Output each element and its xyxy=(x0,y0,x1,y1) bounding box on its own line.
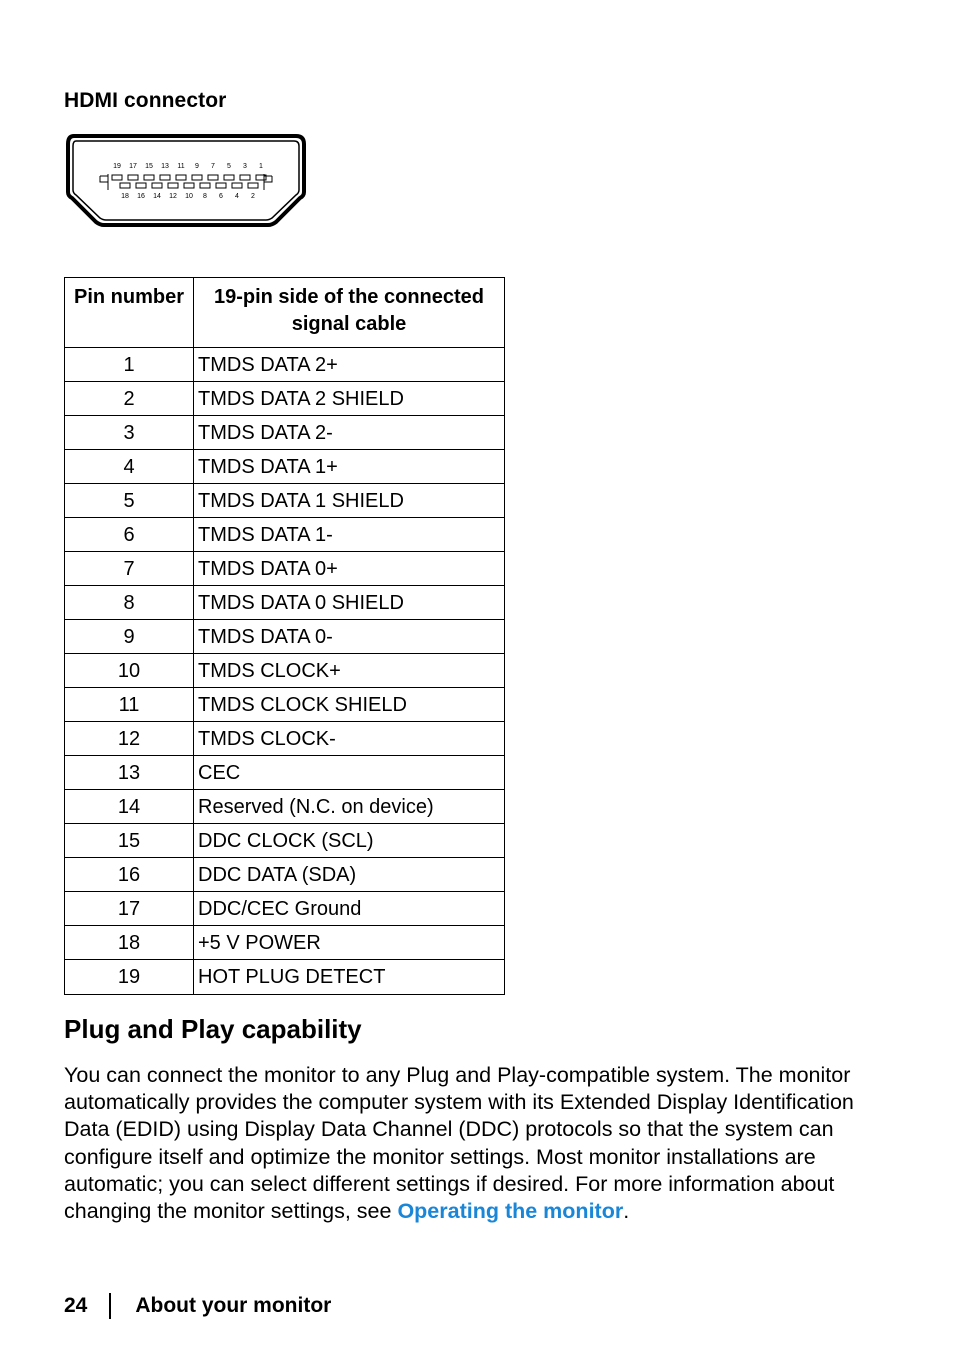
bottom-pin-label: 2 xyxy=(251,193,255,200)
bottom-pin-pad xyxy=(184,183,194,188)
bottom-pin-pad xyxy=(136,183,146,188)
bottom-pin-pad xyxy=(200,183,210,188)
signal-cell: TMDS DATA 0- xyxy=(194,620,505,654)
top-pin-label: 5 xyxy=(227,163,231,170)
top-pin-label: 19 xyxy=(113,163,121,170)
bottom-pin-label: 16 xyxy=(137,193,145,200)
signal-cell: Reserved (N.C. on device) xyxy=(194,790,505,824)
table-row xyxy=(65,688,505,722)
top-pin-pad xyxy=(128,175,138,180)
pin-number-cell: 3 xyxy=(65,416,194,450)
page-number: 24 xyxy=(64,1294,88,1317)
pin-number-cell: 11 xyxy=(65,688,194,722)
top-pin-pad xyxy=(176,175,186,180)
top-pin-pad xyxy=(192,175,202,180)
table-row xyxy=(65,552,505,586)
signal-cell: TMDS DATA 0 SHIELD xyxy=(194,586,505,620)
table-row xyxy=(65,960,505,995)
pin-number-cell: 6 xyxy=(65,518,194,552)
pin-number-cell: 7 xyxy=(65,552,194,586)
top-pin-pad xyxy=(144,175,154,180)
bottom-pin-label: 6 xyxy=(219,193,223,200)
table-row xyxy=(65,518,505,552)
hdmi-pin-table xyxy=(64,277,505,995)
pin-number-cell: 1 xyxy=(65,348,194,382)
bottom-pin-pad xyxy=(216,183,226,188)
table-row xyxy=(65,484,505,518)
top-pin-label: 3 xyxy=(243,163,247,170)
signal-cell: TMDS DATA 1- xyxy=(194,518,505,552)
table-row xyxy=(65,926,505,960)
pin-number-cell: 10 xyxy=(65,654,194,688)
top-pin-pad xyxy=(208,175,218,180)
page-footer xyxy=(64,1293,331,1319)
bottom-pin-pad xyxy=(232,183,242,188)
top-pin-label: 11 xyxy=(177,163,185,170)
footer-section-title: About your monitor xyxy=(135,1294,332,1317)
table-header-row xyxy=(65,278,505,348)
header-signal: 19-pin side of the connected signal cable xyxy=(194,278,505,348)
table-row xyxy=(65,654,505,688)
plug-and-play-paragraph xyxy=(64,1062,864,1225)
bottom-pin-pad xyxy=(152,183,162,188)
bottom-pin-label: 4 xyxy=(235,193,239,200)
table-row xyxy=(65,722,505,756)
top-pin-label: 15 xyxy=(145,163,153,170)
section-title: HDMI connector xyxy=(64,89,227,112)
pin-number-cell: 17 xyxy=(65,892,194,926)
signal-cell: DDC DATA (SDA) xyxy=(194,858,505,892)
bottom-pin-label: 10 xyxy=(185,193,193,200)
paragraph-end: . xyxy=(623,1199,630,1224)
signal-cell: TMDS DATA 1+ xyxy=(194,450,505,484)
top-pin-label: 13 xyxy=(161,163,169,170)
pin-number-cell: 15 xyxy=(65,824,194,858)
pin-number-cell: 9 xyxy=(65,620,194,654)
table-row xyxy=(65,586,505,620)
bottom-pin-label: 14 xyxy=(153,193,161,200)
table-row xyxy=(65,620,505,654)
top-pin-pad xyxy=(224,175,234,180)
pin-number-cell: 5 xyxy=(65,484,194,518)
top-pin-label: 1 xyxy=(259,163,263,170)
hdmi-connector-diagram xyxy=(64,132,308,228)
top-pin-label: 7 xyxy=(211,163,215,170)
top-pin-labels xyxy=(113,163,263,170)
footer-divider xyxy=(109,1293,111,1319)
table-row xyxy=(65,416,505,450)
pin-number-cell: 19 xyxy=(65,960,194,995)
connector-pin-row xyxy=(100,174,272,190)
operating-the-monitor-link[interactable]: Operating the monitor xyxy=(397,1199,624,1224)
plug-and-play-heading: Plug and Play capability xyxy=(64,1014,362,1044)
bottom-pin-label: 18 xyxy=(121,193,129,200)
pin-number-cell: 14 xyxy=(65,790,194,824)
signal-cell: HOT PLUG DETECT xyxy=(194,960,505,995)
table-row xyxy=(65,858,505,892)
table-row xyxy=(65,892,505,926)
bottom-pin-label: 8 xyxy=(203,193,207,200)
table-row xyxy=(65,382,505,416)
table-row xyxy=(65,450,505,484)
signal-cell: TMDS CLOCK SHIELD xyxy=(194,688,505,722)
bottom-pin-labels xyxy=(121,193,255,200)
signal-cell: TMDS DATA 2 SHIELD xyxy=(194,382,505,416)
bottom-pin-label: 12 xyxy=(169,193,177,200)
signal-cell: DDC/CEC Ground xyxy=(194,892,505,926)
top-pin-pad xyxy=(240,175,250,180)
signal-cell: TMDS DATA 0+ xyxy=(194,552,505,586)
paragraph-text: You can connect the monitor to any Plug and Play-compatible system. The monitor automatically provides the computer system with its Extended Display Identification Data (EDID) using Display Data Channel (DDC) protocols so that the system can configure itself and optimize the monitor settings. Most monitor installations are automatic; you can select different settings if desired. For more information about changing the monitor settings, see xyxy=(64,1063,854,1224)
pin-number-cell: 2 xyxy=(65,382,194,416)
signal-cell: CEC xyxy=(194,756,505,790)
pin-number-cell: 8 xyxy=(65,586,194,620)
signal-cell: TMDS CLOCK+ xyxy=(194,654,505,688)
signal-cell: TMDS DATA 2+ xyxy=(194,348,505,382)
signal-cell: DDC CLOCK (SCL) xyxy=(194,824,505,858)
bottom-pin-pad xyxy=(168,183,178,188)
bottom-pin-pad xyxy=(248,183,258,188)
top-pin-label: 17 xyxy=(129,163,137,170)
header-pin-number: Pin number xyxy=(65,278,194,348)
top-pin-label: 9 xyxy=(195,163,199,170)
pin-number-cell: 18 xyxy=(65,926,194,960)
top-pin-pad xyxy=(112,175,122,180)
pin-number-cell: 13 xyxy=(65,756,194,790)
top-pin-pad xyxy=(160,175,170,180)
bottom-pin-pad xyxy=(120,183,130,188)
signal-cell: TMDS DATA 1 SHIELD xyxy=(194,484,505,518)
table-row xyxy=(65,756,505,790)
table-row xyxy=(65,348,505,382)
pin-number-cell: 16 xyxy=(65,858,194,892)
pin-number-cell: 4 xyxy=(65,450,194,484)
signal-cell: TMDS CLOCK- xyxy=(194,722,505,756)
signal-cell: TMDS DATA 2- xyxy=(194,416,505,450)
table-row xyxy=(65,824,505,858)
pin-number-cell: 12 xyxy=(65,722,194,756)
table-row xyxy=(65,790,505,824)
signal-cell: +5 V POWER xyxy=(194,926,505,960)
